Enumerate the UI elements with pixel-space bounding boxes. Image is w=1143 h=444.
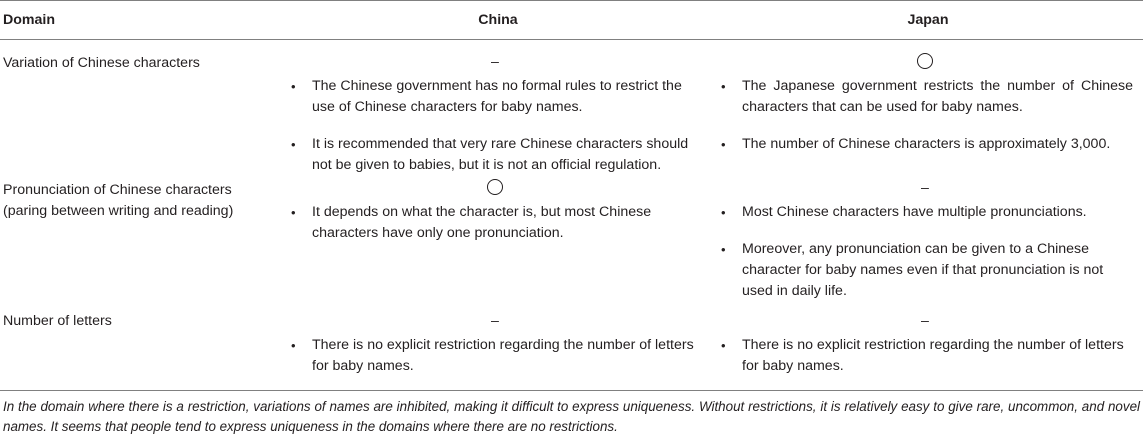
table-row: [0, 176, 1143, 302]
list-item: [717, 239, 1133, 302]
table-row: [0, 40, 1143, 177]
list-item: [287, 134, 703, 176]
no-restriction-mark: –: [921, 313, 929, 329]
bullet-list: [717, 335, 1133, 377]
bullet-icon: •: [291, 137, 296, 152]
list-item-text: Most Chinese characters have multiple pronunciations.: [742, 204, 1087, 220]
list-item-text: It is recommended that very rare Chinese characters should not be given to babies, but it is not an official regulation.: [312, 136, 689, 173]
china-cell: [283, 176, 713, 302]
table-row: [0, 302, 1143, 391]
bullet-list: [287, 202, 703, 244]
bullet-icon: •: [291, 338, 296, 353]
list-item-text: The Japanese government restricts the number of Chinese characters that can be used for baby names.: [742, 78, 1133, 115]
list-item: [717, 335, 1133, 377]
bullet-list: [287, 76, 703, 176]
table-header-row: [0, 1, 1143, 40]
bullet-icon: •: [291, 79, 296, 94]
domain-label: Variation of Chinese characters: [3, 55, 200, 71]
domain-cell: [0, 176, 283, 302]
list-item-text: The Chinese government has no formal rules to restrict the use of Chinese characters for baby names.: [312, 78, 682, 115]
list-item: [287, 335, 703, 377]
domain-label: Number of letters: [3, 313, 112, 329]
domain-label-detail: (paring between writing and reading): [3, 203, 234, 219]
domain-cell: [0, 40, 283, 177]
bullet-icon: •: [291, 205, 296, 220]
list-item: [717, 134, 1133, 155]
japan-cell: [713, 302, 1143, 391]
list-item-text: Moreover, any pronunciation can be given to a Chinese character for baby names even if that pronunciation is not used in daily life.: [742, 241, 1104, 299]
bullet-list: [717, 202, 1133, 302]
list-item: [717, 202, 1133, 223]
header-japan: Japan: [713, 1, 1143, 40]
domain-cell: [0, 302, 283, 391]
table-footnote: In the domain where there is a restriction, variations of names are inhibited, making it difficult to express uniqueness. Without restrictions, it is relatively easy to give rare, uncommon, and novel names. It seems that people tend to express uniqueness in the domains where there are no restrictions.: [3, 399, 1140, 434]
list-item-text: It depends on what the character is, but most Chinese characters have only one pronunciation.: [312, 204, 652, 241]
list-item: [717, 76, 1133, 118]
china-cell: [283, 40, 713, 177]
restriction-mark: [717, 52, 1133, 73]
bullet-icon: •: [721, 137, 726, 152]
no-restriction-mark: –: [491, 313, 499, 329]
restriction-mark: [287, 178, 703, 199]
bullet-list: [717, 76, 1133, 155]
no-restriction-mark: –: [921, 180, 929, 196]
header-china: China: [283, 1, 713, 40]
japan-cell: [713, 176, 1143, 302]
list-item-text: The number of Chinese characters is approximately 3,000.: [742, 136, 1111, 152]
china-cell: [283, 302, 713, 391]
bullet-list: [287, 335, 703, 377]
list-item-text: There is no explicit restriction regarding the number of letters for baby names.: [742, 337, 1124, 374]
bullet-icon: •: [721, 205, 726, 220]
circle-icon: [487, 179, 503, 195]
header-domain: Domain: [0, 1, 283, 40]
circle-icon: [917, 53, 933, 69]
list-item-text: There is no explicit restriction regarding the number of letters for baby names.: [312, 337, 694, 374]
bullet-icon: •: [721, 79, 726, 94]
japan-cell: [713, 40, 1143, 177]
list-item: [287, 202, 703, 244]
bullet-icon: •: [721, 338, 726, 353]
domain-label: Pronunciation of Chinese characters: [3, 182, 232, 198]
bullet-icon: •: [721, 242, 726, 257]
list-item: [287, 76, 703, 118]
no-restriction-mark: –: [491, 54, 499, 70]
